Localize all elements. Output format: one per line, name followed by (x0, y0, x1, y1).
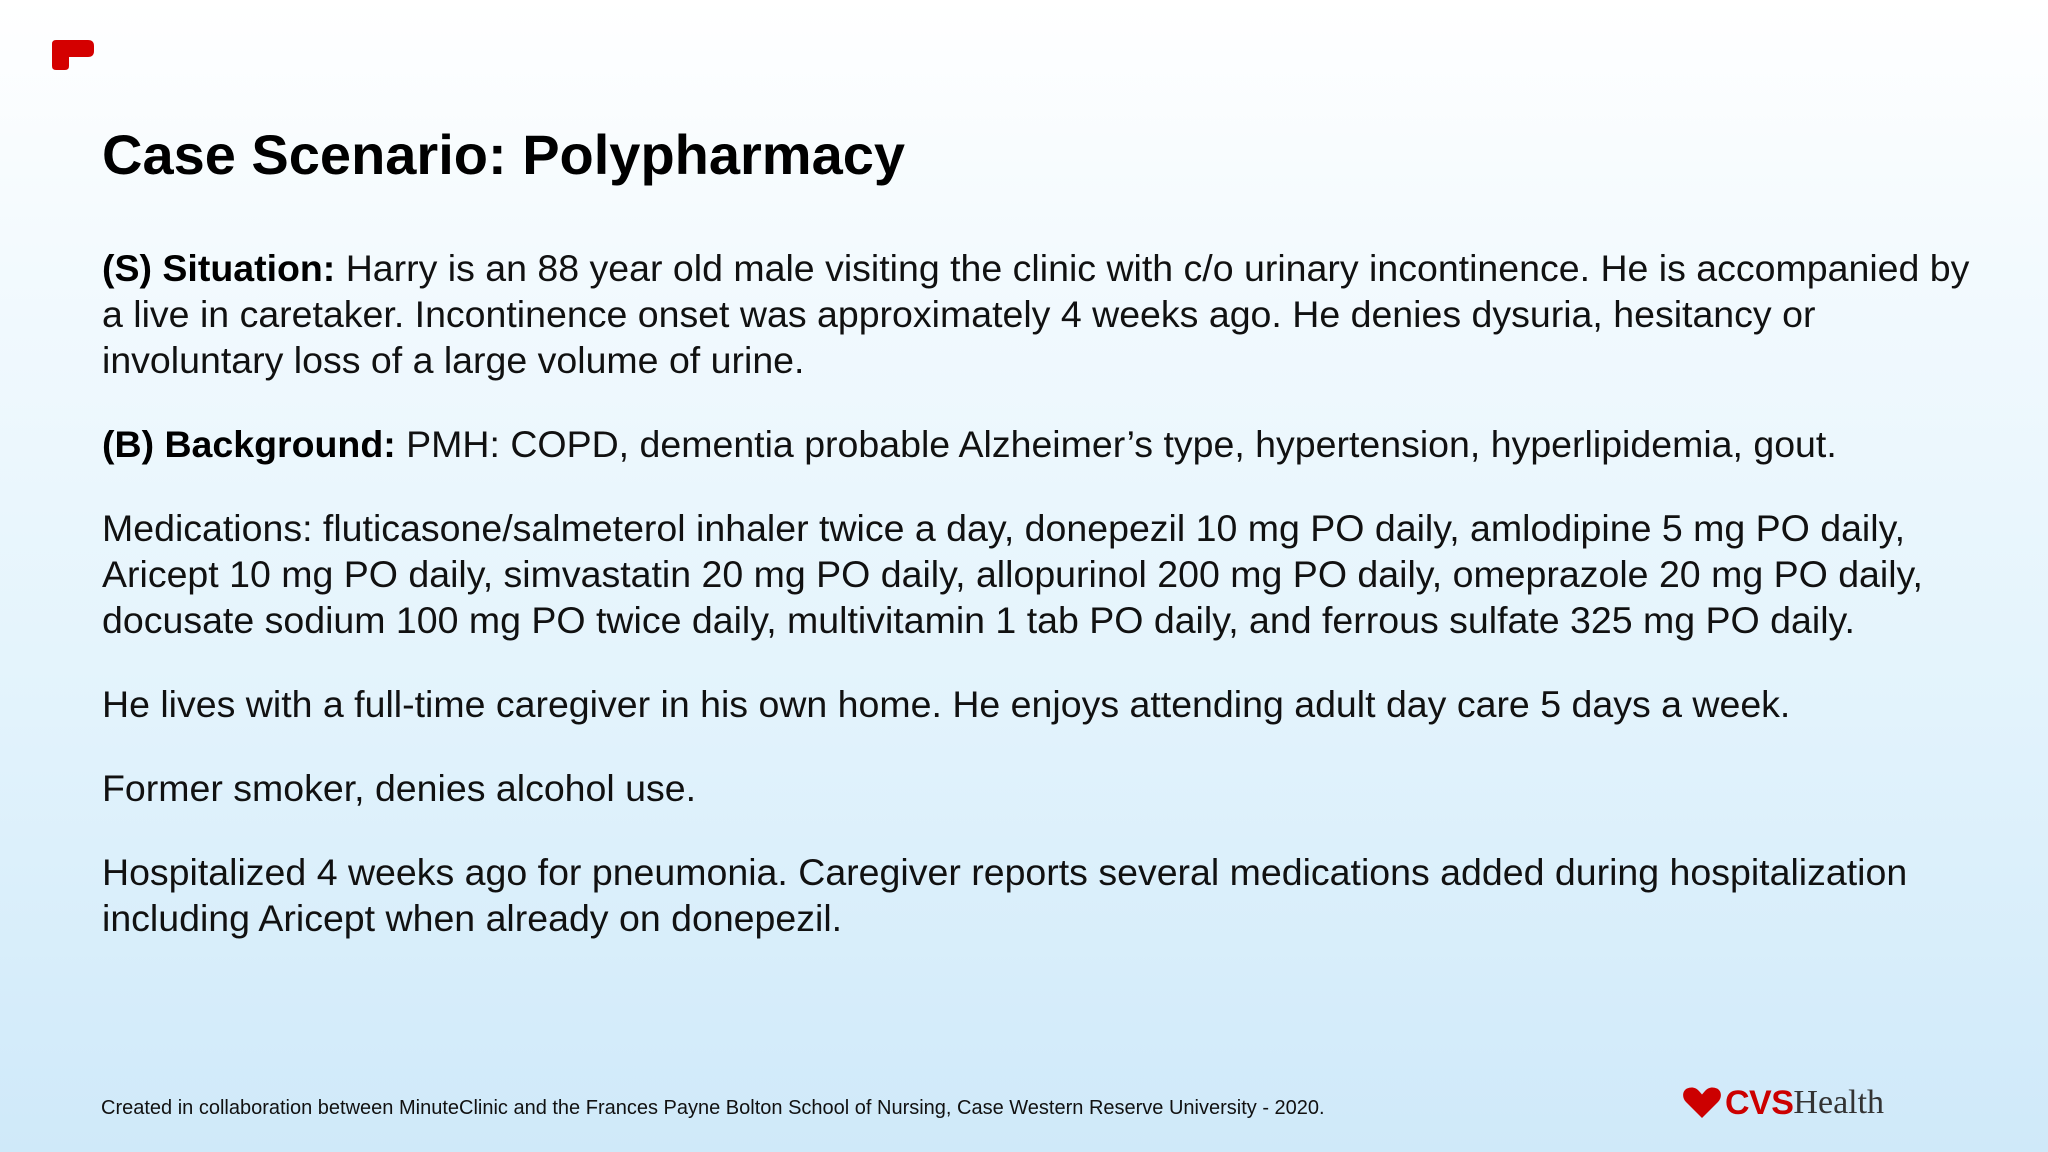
brand-cvs-text: CVS (1725, 1084, 1794, 1122)
hospitalization-paragraph: Hospitalized 4 weeks ago for pneumonia. Caregiver reports several medications added during hospitalization including Aricept when already on donepezil. (102, 851, 1908, 939)
smoking-paragraph: Former smoker, denies alcohol use. (102, 767, 697, 809)
background-paragraph (102, 421, 1982, 467)
cvs-health-logo (1683, 1085, 1884, 1121)
slide-title: Case Scenario: Polypharmacy (102, 123, 906, 186)
brand-health-text: Health (1793, 1084, 1885, 1121)
situation-paragraph (102, 245, 1982, 383)
living-paragraph: He lives with a full-time caregiver in his own home. He enjoys attending adult day care 5 days a week. (102, 683, 1791, 725)
situation-label: (S) Situation: (102, 247, 336, 289)
cvs-corner-mark-icon (52, 40, 94, 70)
heart-icon (1683, 1087, 1721, 1119)
situation-text: Harry is an 88 year old male visiting the clinic with c/o urinary incontinence. He is accompanied by a live in caretaker. Incontinence onset was approximately 4 weeks ago. He denies dysuria, hesitancy or involuntary loss of a large volume of urine. (102, 247, 1970, 381)
medications-paragraph: Medications: fluticasone/salmeterol inhaler twice a day, donepezil 10 mg PO daily, amlodipine 5 mg PO daily, Aricept 10 mg PO daily, simvastatin 20 mg PO daily, allopurinol 200 mg PO daily, omeprazole 20 mg PO daily, docusate sodium 100 mg PO twice daily, multivitamin 1 tab PO daily, and ferrous sulfate 325 mg PO daily. (102, 507, 1923, 641)
background-text: PMH: COPD, dementia probable Alzheimer’s type, hypertension, hyperlipidemia, gout. (395, 423, 1837, 465)
background-label: (B) Background: (102, 423, 396, 465)
footer-credit: Created in collaboration between MinuteClinic and the Frances Payne Bolton School of Nursing, Case Western Reserve University - 2020. (101, 1097, 1325, 1119)
slide-body (102, 245, 1982, 979)
